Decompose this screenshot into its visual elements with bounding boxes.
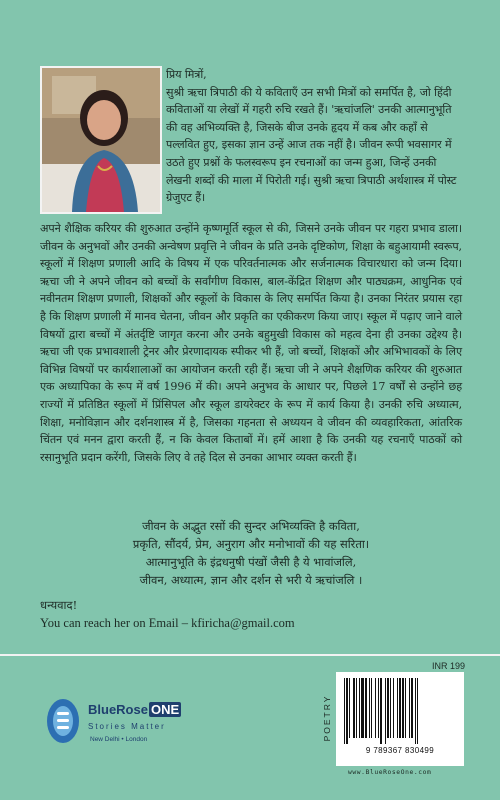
divider-line [0, 654, 500, 656]
author-bio-paragraph: अपने शैक्षिक करियर की शुरुआत उन्होंने कृष्णमूर्ति स्कूल से की, जिसने उनके जीवन पर गहरा प्रभाव डाला। जीवन के अनुभवों और उनकी अन्वेषण प्रवृत्ति ने जीवन के प्रति उनके दृष्टिकोण, शिक्षा के बहुआयामी स्वरूप, स्कूलों में शिक्षण प्रणाली आदि के विषय में एक परिवर्तनात्मक और सर्जनात्मक विचारधारा को जन्म दिया। ऋचा जी ने अपने जीवन को बच्चों के सर्वांगीण विकास, बाल-केंद्रित शिक्षण और पाठ्यक्रम, आधुनिक एवं नवीनतम शिक्षण प्रणाली, शिक्षकों और स्कूलों के विकास के लिए समर्पित किया है। उनका निरंतर प्रयास रहा है कि शिक्षण प्रणाली में मानव चेतना, जीवन और प्रकृति का एकीकरण किया जाए। स्कूल में पढ़ाए जाने वाले विषयों द्वारा बच्चों में अंतर्दृष्टि जागृत करना और उनके बहुमुखी विकास को महत्व देना ही उनका उद्देश्य है। ऋचा जी एक प्रभावशाली ट्रेनर और प्रेरणादायक स्पीकर भी हैं, जो बच्चों, शिक्षकों और अभिभावकों के लिए विभिन्न विषयों पर कार्यशालाओं का आयोजन करती रही हैं। ऋचा जी ने अपने शैक्षणिक करियर की शुरुआत एक अध्यापिका के रूप में वर्ष 1996 में की। अपने अनुभव के आधार पर, पिछले 17 वर्षों से उन्होंने छह राज्यों में प्रतिष्ठित स्कूलों में प्रिंसिपल और स्कूल डायरेक्टर के रूप में कार्य किया है। उनकी रुचि अध्यात्म, शिक्षा, मनोविज्ञान और दर्शनशास्त्र में है, जिसका गहनता से अध्ययन वे जीवन की व्यवहारिकता, आंतरिक चिंतन एवं मनन द्वारा करती हैं, न कि केवल किताबों में। हमें आशा है कि उनकी यह रचनाएँ पाठकों को रसानुभूति प्रदान करेंगी, जिसके लिए वे तहे दिल से उनका आभार व्यक्त करती हैं। [40, 222, 462, 464]
dedication-section [166, 66, 462, 207]
barcode-bar [361, 678, 364, 738]
poem-line: जीवन, अध्यात्म, ज्ञान और दर्शन से भरी ये ऋचांजलि । [139, 573, 363, 587]
genre-text: POETRY [322, 694, 332, 742]
isbn-barcode [336, 672, 464, 766]
barcode-bar [380, 678, 382, 744]
barcode-bar [369, 678, 370, 738]
barcode-bar [378, 678, 379, 738]
barcode-bar [349, 678, 350, 738]
barcode-bar [397, 678, 398, 738]
barcode-bar [417, 678, 418, 744]
greeting: प्रिय मित्रों, [166, 68, 207, 81]
barcode-bar [411, 678, 413, 738]
barcode-icon [342, 678, 458, 744]
barcode-bar [415, 678, 416, 744]
publisher-cities: New Delhi • London [90, 736, 148, 743]
contact-line: You can reach her on Email – kfiricha@gmail.com [40, 616, 295, 630]
publisher-logo [46, 698, 226, 758]
bluerose-icon [46, 698, 80, 744]
author-photo [40, 66, 162, 214]
barcode-bar [375, 678, 376, 738]
poem-line: प्रकृति, सौंदर्य, प्रेम, अनुराग और मनोभावों की यह सरिता। [132, 537, 370, 551]
barcode-bar [409, 678, 410, 738]
genre-label [317, 675, 331, 765]
publisher-name [88, 702, 181, 717]
barcode-bar [399, 678, 401, 738]
isbn-number: 9 789367 830499 [365, 746, 435, 755]
poem-quote [40, 517, 462, 589]
barcode-bar [356, 678, 357, 738]
barcode-bar [387, 678, 389, 738]
publisher-name-part2: ONE [150, 702, 180, 717]
thanks-text: धन्यवाद! [40, 598, 78, 612]
barcode-bar [344, 678, 345, 744]
publisher-website: www.BlueRoseOne.com [348, 769, 432, 776]
barcode-bar [346, 678, 348, 744]
barcode-bar [365, 678, 367, 738]
author-portrait-image [42, 68, 160, 212]
publisher-name-part1: BlueRose [88, 702, 148, 717]
barcode-bar [402, 678, 404, 738]
dedication-paragraph: सुश्री ऋचा त्रिपाठी की ये कविताएँ उन सभी मित्रों को समर्पित है, जो हिंदी कविताओं या लेखों में गहरी रुचि रखते हैं। 'ऋचांजलि' उनकी आत्मानुभूति की वह अभिव्यक्ति है, जिसके बीज उनके हृदय में कब और कहाँ से पल्लवित हुए, इसका ज्ञान उन्हें आज तक नहीं है। जीवन रूपी भवसागर में उठते हुए प्रश्नों के फलस्वरूप इन रचनाओं का जन्म हुआ, जिन्हें उनकी लेखनी शब्दों की माला में पिरोती गई। सुश्री ऋचा त्रिपाठी अर्थशास्त्र में पोस्ट ग्रेजुएट हैं। [166, 85, 457, 205]
barcode-bar [405, 678, 406, 738]
barcode-bar [371, 678, 372, 738]
poem-line: जीवन के अद्भुत रसों की सुन्दर अभिव्यक्ति है कविता, [142, 519, 360, 533]
barcode-bar [385, 678, 386, 744]
barcode-bar [393, 678, 394, 738]
price-label: INR 199 [432, 661, 466, 671]
barcode-bar [353, 678, 355, 738]
barcode-bar [359, 678, 360, 738]
publisher-tagline: Stories Matter [88, 722, 166, 731]
barcode-bar [390, 678, 391, 738]
poem-line: आत्मानुभूति के इंद्रधनुषी पंखों जैसी है ये भावांजलि, [145, 555, 357, 569]
author-bio-section [40, 220, 462, 466]
